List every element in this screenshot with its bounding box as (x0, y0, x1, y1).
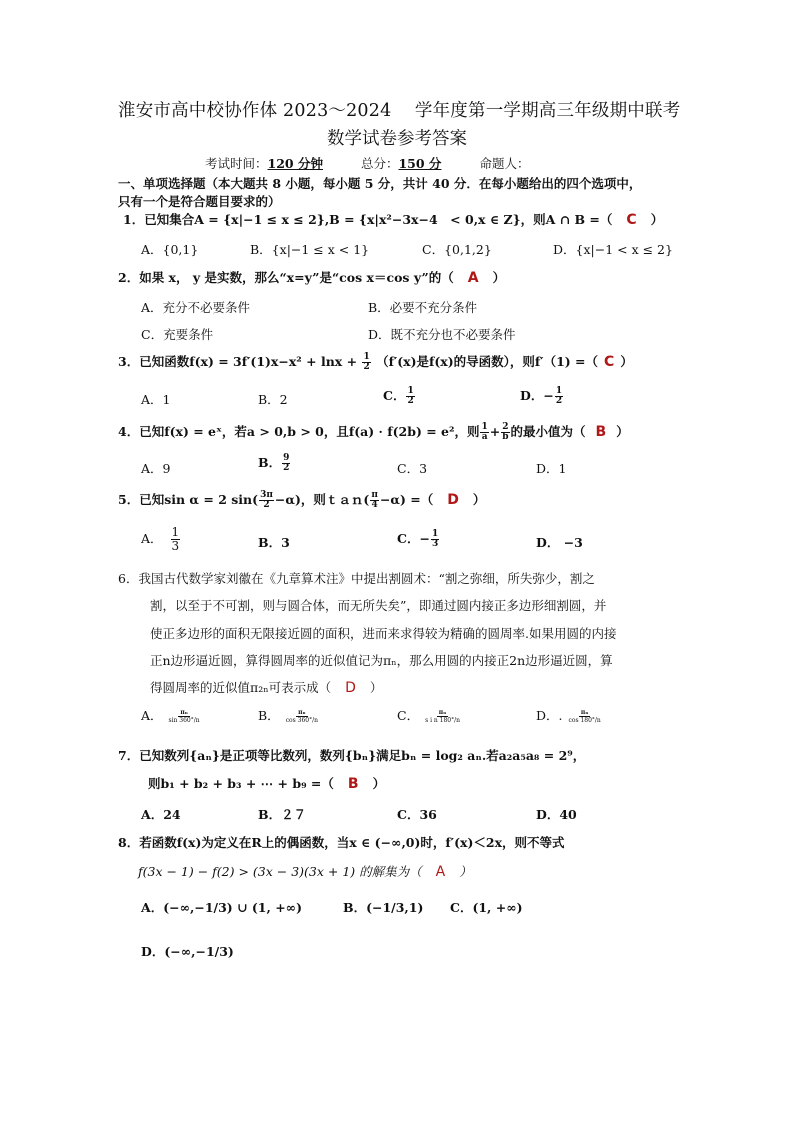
time-label: 考试时间： (205, 156, 268, 171)
q5-answer: D (447, 492, 459, 508)
q3-stem: 3．已知函数f(x) = 3f′(1)x−x² + lnx + $\frac{1}{2}$ （f′(x)是f(x)的导函数），则f′（1) =（ C ） (118, 352, 633, 372)
q8-option-b: B．(−1/3,1) (343, 900, 424, 915)
q2-option-a: A．充分不必要条件 (141, 300, 251, 315)
time-value: 120 分钟 (267, 156, 323, 171)
q5-option-b: B．3 (258, 535, 290, 550)
author-label: 命题人： (479, 156, 530, 171)
q1-option-b: B．{x|−1 ≤ x < 1} (250, 242, 370, 257)
q4-option-c: C．3 (397, 461, 428, 476)
q4-answer: B (595, 424, 607, 440)
q7-line-1: 7．已知数列{aₙ}是正项等比数列，数列{bₙ}满足bₙ = log₂ aₙ.若a₂a₅a₈ = 2⁹， (118, 748, 586, 763)
q2-stem: 2．如果 x， y 是实数，那么“x=y”是“cos x＝cos y”的（ A ） (118, 270, 506, 286)
q3-fraction: $\frac{1}{2}$ (363, 352, 370, 372)
q8-option-c: C．(1, +∞) (450, 900, 523, 915)
q5-stem: 5．已知sin α = 2 sin( $\frac{3\pi}{2}$ −α)，则ｔａｎ( $\frac{\pi}{4}$ −α) =（ D ） (118, 490, 486, 510)
q1-option-c: C．{0,1,2} (422, 242, 492, 257)
q7-option-d: D．40 (536, 807, 577, 822)
q6-option-d: D．. $\frac{\text{πₙ}}{\cos 180^\circ/n}$ (536, 708, 601, 724)
q1-answer: C (626, 212, 637, 228)
q1-stem: 1．已知集合A = {x|−1 ≤ x ≤ 2},B = {x|x²−3x−4 < 0,x ∈ Z}，则A ∩ B =（ C ） (123, 212, 664, 228)
q8-line-1: 8．若函数f(x)为定义在R上的偶函数，当x ∈ (−∞,0)时，f′(x)＜2x，则不等式 (118, 835, 565, 850)
q8-answer: A (435, 864, 446, 880)
q8-option-d: D．(−∞,−1/3) (141, 944, 234, 959)
q6-line-5: 得圆周率的近似值π₂ₙ可表示成（ D ） (150, 680, 383, 696)
q4-option-b: B． $\frac{9}{2}$ (258, 453, 290, 473)
q6-line-2: 割，以至于不可割，则与圆合体，而无所失矣”，即通过圆内接正多边形细割圆，并 (150, 598, 607, 613)
q3-option-b: B．2 (258, 392, 288, 407)
q7-option-b: B．２７ (258, 807, 307, 822)
score-value: 150 分 (398, 156, 442, 171)
q6-option-b: B． $\frac{\text{πₙ}}{\cos 360^\circ/n}$ (258, 708, 318, 724)
q8-option-a: A．(−∞,−1/3) ∪ (1, +∞) (141, 900, 302, 915)
q7-option-c: C．36 (397, 807, 437, 822)
q4-option-a: A．9 (141, 461, 171, 476)
q6-option-c: C． $\frac{\text{πₙ}}{\text{s i n 180°/n}}$ (397, 708, 460, 724)
q2-option-c: C．充要条件 (141, 327, 214, 342)
q2-option-d: D．既不充分也不必要条件 (368, 327, 516, 342)
section-intro-1: 一、单项选择题（本大题共 8 小题，每小题 5 分，共计 40 分．在每小题给出的四个选项中， (118, 176, 642, 191)
q6-option-a: A． $\frac{\text{πₙ}}{\sin 360^\circ/n}$ (141, 708, 200, 724)
q3-option-d: D．− $\frac{1}{2}$ (520, 386, 563, 406)
exam-title: 淮安市高中校协作体 2023～2024 学年度第一学期高三年级期中联考 (118, 101, 681, 121)
q7-option-a: A．24 (141, 807, 181, 822)
q8-line-2: f(3x − 1) − f(2) > (3x − 3)(3x + 1) 的解集为（ A ） (138, 864, 472, 880)
q6-line-4: 正n边形逼近圆，算得圆周率的近似值记为πₙ，那么用圆的内接正2n边形逼近圆，算 (150, 653, 613, 668)
q7-answer: B (347, 776, 359, 792)
q4-option-d: D．1 (536, 461, 567, 476)
q3-answer: C (604, 354, 615, 370)
q3-option-a: A．1 (141, 392, 171, 407)
q1-option-d: D．{x|−1 < x ≤ 2} (553, 242, 673, 257)
q6-line-3: 使正多边形的面积无限接近圆的面积，进而来求得较为精确的圆周率.如果用圆的内接 (150, 626, 617, 641)
exam-subtitle: 数学试卷参考答案 (327, 129, 467, 149)
q5-option-a: A． $\frac{1}{3}$ (141, 525, 180, 553)
q6-answer: D (345, 680, 356, 696)
q2-option-b: B．必要不充分条件 (368, 300, 478, 315)
q1-option-a: A．{0,1} (141, 242, 199, 257)
q3-option-c: C． $\frac{1}{2}$ (383, 386, 414, 406)
score-label: 总分： (360, 156, 399, 171)
q5-option-c: C．− $\frac{1}{3}$ (397, 529, 439, 549)
q6-line-1: 6．我国古代数学家刘徽在《九章算术注》中提出割圆术：“割之弥细，所失弥少，割之 (118, 571, 595, 586)
section-intro-2: 只有一个是符合题目要求的） (118, 194, 281, 209)
q2-answer: A (467, 270, 479, 286)
q7-line-2: 则b₁ + b₂ + b₃ + ⋯ + b₉ =（ B ） (148, 776, 386, 792)
q4-stem: 4．已知f(x) = eˣ，若a > 0,b > 0，且f(a) · f(2b) = e²，则 $\frac{1}{a}$ + $\frac{2}{b}$ 的最小值为（ B ） (118, 422, 629, 442)
q5-option-d: D． −3 (536, 535, 583, 550)
exam-meta (205, 154, 529, 172)
